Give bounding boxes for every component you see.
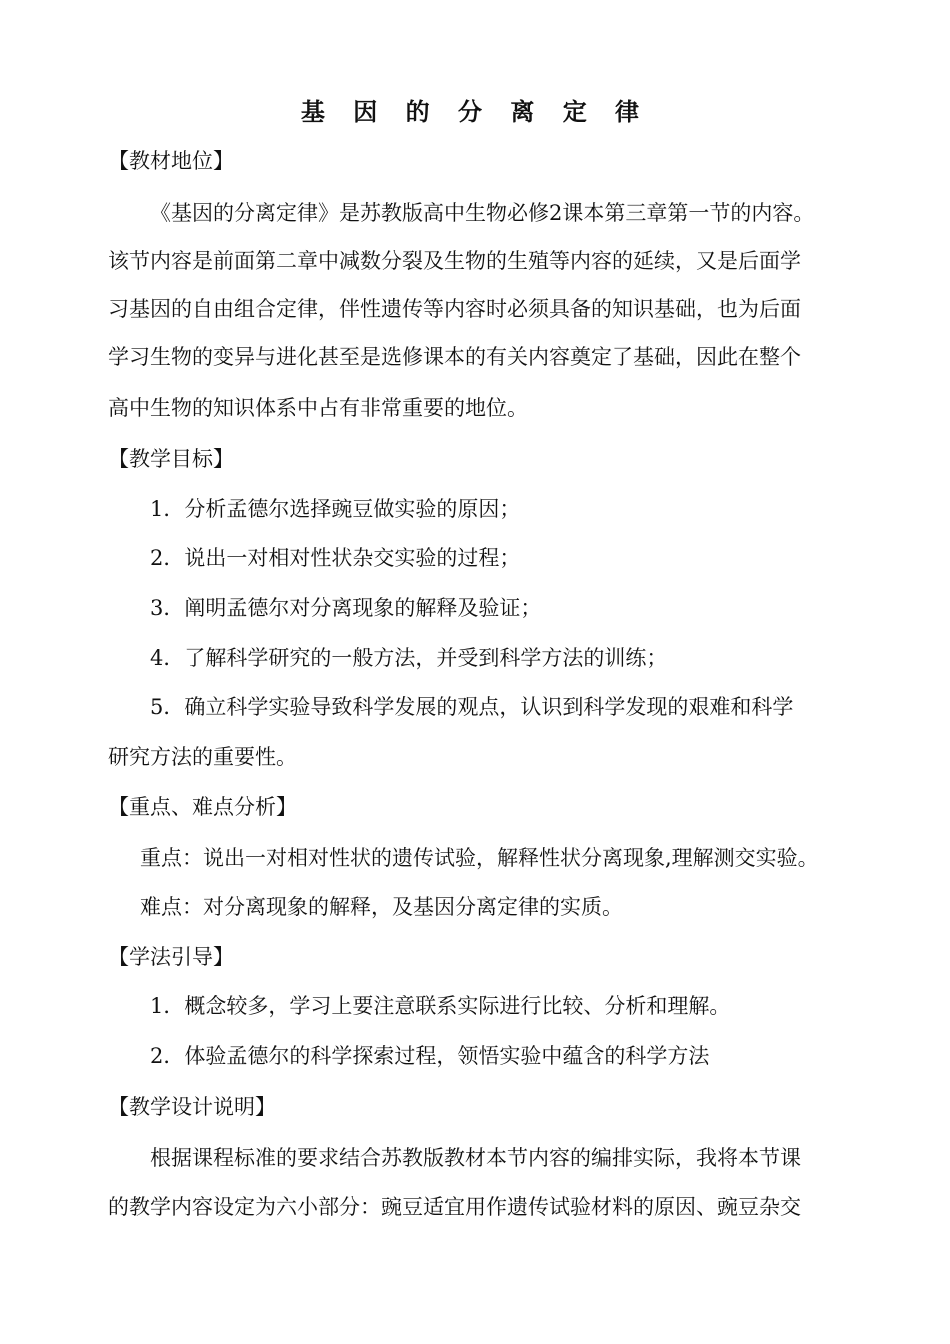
method-item: 2．体验孟德尔的科学探索过程，领悟实验中蕴含的科学方法: [150, 1044, 710, 1068]
section-heading-method: 【学法引导】: [108, 945, 234, 969]
goal-item: 1．分析孟德尔选择豌豆做实验的原因；: [150, 497, 521, 521]
paragraph-line: 该节内容是前面第二章中减数分裂及生物的生殖等内容的延续，又是后面学: [108, 249, 801, 273]
goal-item: 5．确立科学实验导致科学发展的观点，认识到科学发现的艰难和科学: [150, 695, 794, 719]
section-heading-keypoints: 【重点、难点分析】: [108, 795, 297, 819]
key-point: 重点：说出一对相对性状的遗传试验，解释性状分离现象,理解测交实验。: [140, 846, 819, 870]
paragraph-line: 的教学内容设定为六小部分：豌豆适宜用作遗传试验材料的原因、豌豆杂交: [108, 1195, 801, 1219]
paragraph-line: 学习生物的变异与进化甚至是选修课本的有关内容奠定了基础，因此在整个: [108, 345, 801, 369]
goal-item: 3．阐明孟德尔对分离现象的解释及验证；: [150, 596, 542, 620]
method-item: 1．概念较多，学习上要注意联系实际进行比较、分析和理解。: [150, 994, 731, 1018]
section-heading-position: 【教材地位】: [108, 149, 234, 173]
goal-item: 4．了解科学研究的一般方法，并受到科学方法的训练；: [150, 646, 668, 670]
paragraph-line: 高中生物的知识体系中占有非常重要的地位。: [108, 396, 528, 420]
paragraph-line: 《基因的分离定律》是苏教版高中生物必修2课本第三章第一节的内容。: [150, 201, 815, 225]
section-heading-goals: 【教学目标】: [108, 447, 234, 471]
page-title: 基 因 的 分 离 定 律: [300, 98, 650, 126]
paragraph-line: 习基因的自由组合定律，伴性遗传等内容时必须具备的知识基础，也为后面: [108, 297, 801, 321]
section-heading-design: 【教学设计说明】: [108, 1095, 276, 1119]
goal-item-continuation: 研究方法的重要性。: [108, 745, 297, 769]
goal-item: 2．说出一对相对性状杂交实验的过程；: [150, 546, 521, 570]
difficult-point: 难点：对分离现象的解释，及基因分离定律的实质。: [140, 895, 623, 919]
paragraph-line: 根据课程标准的要求结合苏教版教材本节内容的编排实际，我将本节课: [150, 1146, 801, 1170]
